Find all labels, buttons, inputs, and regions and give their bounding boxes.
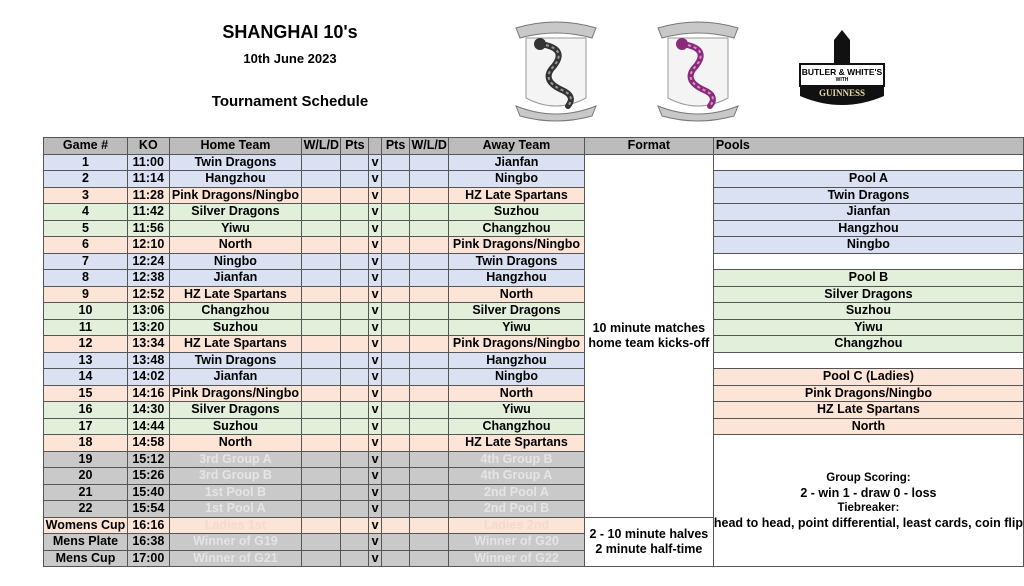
away-team: Pink Dragons/Ningbo bbox=[449, 336, 585, 353]
sponsor-name: BUTLER & WHITE'S bbox=[801, 67, 883, 77]
away-wld-cell bbox=[410, 154, 449, 171]
home-wld-cell bbox=[302, 187, 341, 204]
versus-label: v bbox=[369, 303, 381, 320]
home-pts-cell bbox=[341, 270, 369, 287]
table-row bbox=[44, 418, 1024, 435]
home-team: Ningbo bbox=[169, 253, 302, 270]
pool-team: HZ Late Spartans bbox=[713, 402, 1023, 419]
kick-off-time: 15:12 bbox=[127, 451, 169, 468]
kick-off-time: 12:24 bbox=[127, 253, 169, 270]
away-pts-cell bbox=[381, 204, 409, 221]
tiebreak-title: Tiebreaker: bbox=[837, 501, 900, 514]
game-number: 16 bbox=[44, 402, 128, 419]
col-home-wld: W/L/D bbox=[303, 138, 339, 153]
home-wld-cell bbox=[302, 550, 341, 567]
away-pts-cell bbox=[381, 451, 409, 468]
game-number: Womens Cup bbox=[44, 517, 128, 534]
table-row bbox=[44, 204, 1024, 221]
kick-off-time: 15:26 bbox=[127, 468, 169, 485]
away-pts-cell bbox=[381, 253, 409, 270]
home-team: Pink Dragons/Ningbo bbox=[169, 385, 302, 402]
away-team: Ladies 2nd bbox=[449, 517, 585, 534]
home-wld-cell bbox=[302, 154, 341, 171]
col-vs bbox=[369, 138, 381, 155]
kick-off-time: 14:30 bbox=[127, 402, 169, 419]
col-format: Format bbox=[584, 138, 713, 155]
pool-spacer bbox=[713, 154, 1023, 171]
away-pts-cell bbox=[381, 550, 409, 567]
home-wld-cell bbox=[302, 204, 341, 221]
home-team: 3rd Group A bbox=[169, 451, 302, 468]
home-team: North bbox=[169, 237, 302, 254]
away-wld-cell bbox=[410, 171, 449, 188]
home-wld-cell bbox=[302, 501, 341, 518]
versus-label: v bbox=[369, 484, 381, 501]
versus-label: v bbox=[369, 418, 381, 435]
game-number: 18 bbox=[44, 435, 128, 452]
away-team: Silver Dragons bbox=[449, 303, 585, 320]
home-wld-cell bbox=[302, 253, 341, 270]
home-team: Hangzhou bbox=[169, 171, 302, 188]
kick-off-time: 17:00 bbox=[127, 550, 169, 567]
versus-label: v bbox=[369, 402, 381, 419]
schedule-table bbox=[43, 137, 1024, 567]
kick-off-time: 15:40 bbox=[127, 484, 169, 501]
pink-dragon-logo bbox=[652, 14, 744, 122]
home-pts-cell bbox=[341, 517, 369, 534]
kick-off-time: 13:48 bbox=[127, 352, 169, 369]
away-wld-cell bbox=[410, 550, 449, 567]
versus-label: v bbox=[369, 468, 381, 485]
game-number: 11 bbox=[44, 319, 128, 336]
pool-team: Silver Dragons bbox=[713, 286, 1023, 303]
home-wld-cell bbox=[302, 237, 341, 254]
table-row bbox=[44, 369, 1024, 386]
pool-team: Suzhou bbox=[713, 303, 1023, 320]
col-home-team: Home Team bbox=[169, 138, 302, 155]
away-pts-cell bbox=[381, 501, 409, 518]
pool-team: Changzhou bbox=[713, 336, 1023, 353]
away-wld-cell bbox=[410, 352, 449, 369]
home-team: Twin Dragons bbox=[169, 352, 302, 369]
table-row bbox=[44, 385, 1024, 402]
home-wld-cell bbox=[302, 270, 341, 287]
kick-off-time: 16:16 bbox=[127, 517, 169, 534]
home-pts-cell bbox=[341, 484, 369, 501]
game-number: 2 bbox=[44, 171, 128, 188]
away-wld-cell bbox=[410, 468, 449, 485]
versus-label: v bbox=[369, 204, 381, 221]
home-team: 1st Pool A bbox=[169, 501, 302, 518]
home-team: Suzhou bbox=[169, 319, 302, 336]
game-number: 4 bbox=[44, 204, 128, 221]
home-team: Twin Dragons bbox=[169, 154, 302, 171]
away-team: HZ Late Spartans bbox=[449, 435, 585, 452]
away-pts-cell bbox=[381, 270, 409, 287]
versus-label: v bbox=[369, 319, 381, 336]
away-wld-cell bbox=[410, 369, 449, 386]
away-pts-cell bbox=[381, 517, 409, 534]
away-wld-cell bbox=[410, 385, 449, 402]
versus-label: v bbox=[369, 270, 381, 287]
versus-label: v bbox=[369, 501, 381, 518]
home-pts-cell bbox=[341, 468, 369, 485]
game-number: 9 bbox=[44, 286, 128, 303]
home-wld-cell bbox=[302, 435, 341, 452]
game-number: Mens Cup bbox=[44, 550, 128, 567]
away-pts-cell bbox=[381, 303, 409, 320]
kick-off-time: 14:44 bbox=[127, 418, 169, 435]
game-number: 1 bbox=[44, 154, 128, 171]
versus-label: v bbox=[369, 171, 381, 188]
away-wld-cell bbox=[410, 319, 449, 336]
page-title: SHANGHAI 10's bbox=[222, 22, 358, 42]
home-pts-cell bbox=[341, 402, 369, 419]
home-pts-cell bbox=[341, 204, 369, 221]
away-pts-cell bbox=[381, 220, 409, 237]
versus-label: v bbox=[369, 336, 381, 353]
away-pts-cell bbox=[381, 418, 409, 435]
versus-label: v bbox=[369, 435, 381, 452]
game-number: Mens Plate bbox=[44, 534, 128, 551]
table-row bbox=[44, 270, 1024, 287]
home-pts-cell bbox=[341, 286, 369, 303]
away-pts-cell bbox=[381, 187, 409, 204]
home-pts-cell bbox=[341, 220, 369, 237]
home-team: Pink Dragons/Ningbo bbox=[169, 187, 302, 204]
home-team: Yiwu bbox=[169, 220, 302, 237]
col-game: Game # bbox=[44, 138, 128, 155]
away-team: Yiwu bbox=[449, 319, 585, 336]
home-team: Jianfan bbox=[169, 369, 302, 386]
table-row bbox=[44, 171, 1024, 188]
home-wld-cell bbox=[302, 534, 341, 551]
away-team: Ningbo bbox=[449, 369, 585, 386]
game-number: 10 bbox=[44, 303, 128, 320]
home-wld-cell bbox=[302, 402, 341, 419]
sponsor-logo bbox=[792, 26, 892, 110]
scoring-title: Group Scoring: bbox=[826, 471, 911, 484]
versus-label: v bbox=[369, 187, 381, 204]
away-wld-cell bbox=[410, 270, 449, 287]
home-pts-cell bbox=[341, 352, 369, 369]
home-pts-cell bbox=[341, 253, 369, 270]
kick-off-time: 11:14 bbox=[127, 171, 169, 188]
away-team: Changzhou bbox=[449, 220, 585, 237]
away-wld-cell bbox=[410, 187, 449, 204]
table-row bbox=[44, 220, 1024, 237]
versus-label: v bbox=[369, 451, 381, 468]
away-wld-cell bbox=[410, 451, 449, 468]
table-row bbox=[44, 435, 1024, 452]
kick-off-time: 16:38 bbox=[127, 534, 169, 551]
versus-label: v bbox=[369, 517, 381, 534]
scoring-rule: 2 - win 1 - draw 0 - loss bbox=[800, 485, 937, 500]
away-pts-cell bbox=[381, 402, 409, 419]
away-pts-cell bbox=[381, 468, 409, 485]
game-number: 20 bbox=[44, 468, 128, 485]
table-row bbox=[44, 286, 1024, 303]
versus-label: v bbox=[369, 253, 381, 270]
away-wld-cell bbox=[410, 534, 449, 551]
pool-team: North bbox=[713, 418, 1023, 435]
away-wld-cell bbox=[410, 336, 449, 353]
game-number: 13 bbox=[44, 352, 128, 369]
kick-off-time: 11:42 bbox=[127, 204, 169, 221]
table-header-row bbox=[44, 138, 1024, 155]
home-pts-cell bbox=[341, 171, 369, 188]
kick-off-time: 12:10 bbox=[127, 237, 169, 254]
table-row bbox=[44, 402, 1024, 419]
kick-off-time: 14:58 bbox=[127, 435, 169, 452]
away-team: Suzhou bbox=[449, 204, 585, 221]
versus-label: v bbox=[369, 237, 381, 254]
table-row bbox=[44, 237, 1024, 254]
table-row bbox=[44, 187, 1024, 204]
home-team: North bbox=[169, 435, 302, 452]
silver-dragon-logo bbox=[510, 14, 602, 122]
col-away-pts: Pts bbox=[381, 138, 409, 155]
away-pts-cell bbox=[381, 385, 409, 402]
col-pools: Pools bbox=[713, 138, 1023, 155]
away-pts-cell bbox=[381, 237, 409, 254]
away-pts-cell bbox=[381, 286, 409, 303]
home-pts-cell bbox=[341, 237, 369, 254]
away-pts-cell bbox=[381, 171, 409, 188]
home-pts-cell bbox=[341, 369, 369, 386]
versus-label: v bbox=[369, 385, 381, 402]
versus-label: v bbox=[369, 154, 381, 171]
pool-team: Jianfan bbox=[713, 204, 1023, 221]
away-wld-cell bbox=[410, 286, 449, 303]
home-wld-cell bbox=[302, 303, 341, 320]
home-team: Changzhou bbox=[169, 303, 302, 320]
col-away-wld: W/L/D bbox=[411, 138, 447, 153]
sponsor-with: WITH bbox=[835, 77, 849, 83]
home-pts-cell bbox=[341, 154, 369, 171]
home-team: Silver Dragons bbox=[169, 402, 302, 419]
home-pts-cell bbox=[341, 501, 369, 518]
home-wld-cell bbox=[302, 468, 341, 485]
home-pts-cell bbox=[341, 187, 369, 204]
pool-team: Hangzhou bbox=[713, 220, 1023, 237]
home-team: Winner of G19 bbox=[169, 534, 302, 551]
kick-off-time: 15:54 bbox=[127, 501, 169, 518]
home-wld-cell bbox=[302, 484, 341, 501]
versus-label: v bbox=[369, 534, 381, 551]
tiebreak-rule: head to head, point differential, least cards, coin flip bbox=[713, 515, 1023, 530]
versus-label: v bbox=[369, 550, 381, 567]
game-number: 6 bbox=[44, 237, 128, 254]
away-team: North bbox=[449, 286, 585, 303]
versus-label: v bbox=[369, 286, 381, 303]
home-team: HZ Late Spartans bbox=[169, 286, 302, 303]
home-wld-cell bbox=[302, 319, 341, 336]
away-team: Winner of G22 bbox=[449, 550, 585, 567]
kick-off-time: 11:00 bbox=[127, 154, 169, 171]
away-team: Ningbo bbox=[449, 171, 585, 188]
away-pts-cell bbox=[381, 154, 409, 171]
away-pts-cell bbox=[381, 435, 409, 452]
table-row bbox=[44, 303, 1024, 320]
home-team: Suzhou bbox=[169, 418, 302, 435]
away-wld-cell bbox=[410, 253, 449, 270]
game-number: 3 bbox=[44, 187, 128, 204]
kick-off-time: 12:52 bbox=[127, 286, 169, 303]
pool-format-line2: home team kicks-off bbox=[588, 335, 710, 350]
kick-off-time: 13:06 bbox=[127, 303, 169, 320]
final-format-line1: 2 - 10 minute halves bbox=[589, 526, 709, 541]
col-ko: KO bbox=[127, 138, 169, 155]
kick-off-time: 13:34 bbox=[127, 336, 169, 353]
pool-spacer bbox=[713, 253, 1023, 270]
final-format-line2: 2 minute half-time bbox=[595, 541, 703, 556]
away-team: 2nd Pool B bbox=[449, 501, 585, 518]
table-row bbox=[44, 253, 1024, 270]
away-team: Pink Dragons/Ningbo bbox=[449, 237, 585, 254]
home-team: Jianfan bbox=[169, 270, 302, 287]
away-team: HZ Late Spartans bbox=[449, 187, 585, 204]
schedule-subtitle: Tournament Schedule bbox=[211, 93, 369, 110]
away-wld-cell bbox=[410, 517, 449, 534]
away-team: Jianfan bbox=[449, 154, 585, 171]
away-pts-cell bbox=[381, 484, 409, 501]
home-team: Ladies 1st bbox=[169, 517, 302, 534]
away-team: Hangzhou bbox=[449, 270, 585, 287]
versus-label: v bbox=[369, 352, 381, 369]
home-team: 1st Pool B bbox=[169, 484, 302, 501]
away-wld-cell bbox=[410, 303, 449, 320]
home-pts-cell bbox=[341, 336, 369, 353]
home-team: Silver Dragons bbox=[169, 204, 302, 221]
pool-format-note bbox=[584, 154, 713, 517]
pool-team: Ningbo bbox=[713, 237, 1023, 254]
pool-team: Yiwu bbox=[713, 319, 1023, 336]
pool-team: Pink Dragons/Ningbo bbox=[713, 385, 1023, 402]
away-wld-cell bbox=[410, 501, 449, 518]
home-wld-cell bbox=[302, 336, 341, 353]
home-team: 3rd Group B bbox=[169, 468, 302, 485]
away-pts-cell bbox=[381, 319, 409, 336]
game-number: 15 bbox=[44, 385, 128, 402]
home-pts-cell bbox=[341, 319, 369, 336]
game-number: 7 bbox=[44, 253, 128, 270]
pool-title: Pool A bbox=[713, 171, 1023, 188]
kick-off-time: 14:02 bbox=[127, 369, 169, 386]
final-format-note bbox=[584, 517, 713, 567]
home-wld-cell bbox=[302, 171, 341, 188]
home-pts-cell bbox=[341, 451, 369, 468]
kick-off-time: 11:28 bbox=[127, 187, 169, 204]
game-number: 17 bbox=[44, 418, 128, 435]
scoring-notes bbox=[713, 435, 1023, 567]
game-number: 8 bbox=[44, 270, 128, 287]
game-number: 19 bbox=[44, 451, 128, 468]
home-wld-cell bbox=[302, 352, 341, 369]
home-pts-cell bbox=[341, 303, 369, 320]
home-pts-cell bbox=[341, 418, 369, 435]
away-team: 4th Group A bbox=[449, 468, 585, 485]
away-wld-cell bbox=[410, 418, 449, 435]
game-number: 21 bbox=[44, 484, 128, 501]
table-row bbox=[44, 154, 1024, 171]
home-pts-cell bbox=[341, 534, 369, 551]
sponsor-guinness: GUINNESS bbox=[818, 88, 865, 98]
kick-off-time: 11:56 bbox=[127, 220, 169, 237]
away-team: Yiwu bbox=[449, 402, 585, 419]
away-wld-cell bbox=[410, 484, 449, 501]
event-date: 10th June 2023 bbox=[243, 51, 337, 66]
away-wld-cell bbox=[410, 237, 449, 254]
away-team: Twin Dragons bbox=[449, 253, 585, 270]
away-team: North bbox=[449, 385, 585, 402]
pool-spacer bbox=[713, 352, 1023, 369]
versus-label: v bbox=[369, 220, 381, 237]
away-team: Winner of G20 bbox=[449, 534, 585, 551]
col-away-team: Away Team bbox=[449, 138, 585, 155]
home-wld-cell bbox=[302, 517, 341, 534]
away-wld-cell bbox=[410, 402, 449, 419]
game-number: 14 bbox=[44, 369, 128, 386]
home-pts-cell bbox=[341, 550, 369, 567]
away-pts-cell bbox=[381, 336, 409, 353]
away-wld-cell bbox=[410, 204, 449, 221]
home-wld-cell bbox=[302, 418, 341, 435]
home-pts-cell bbox=[341, 385, 369, 402]
home-wld-cell bbox=[302, 451, 341, 468]
away-wld-cell bbox=[410, 220, 449, 237]
home-wld-cell bbox=[302, 220, 341, 237]
pool-title: Pool C (Ladies) bbox=[713, 369, 1023, 386]
away-team: Hangzhou bbox=[449, 352, 585, 369]
col-home-pts: Pts bbox=[341, 138, 369, 155]
kick-off-time: 13:20 bbox=[127, 319, 169, 336]
home-wld-cell bbox=[302, 286, 341, 303]
away-team: Changzhou bbox=[449, 418, 585, 435]
away-pts-cell bbox=[381, 369, 409, 386]
game-number: 12 bbox=[44, 336, 128, 353]
away-wld-cell bbox=[410, 435, 449, 452]
away-team: 4th Group B bbox=[449, 451, 585, 468]
home-pts-cell bbox=[341, 435, 369, 452]
table-row bbox=[44, 336, 1024, 353]
home-team: HZ Late Spartans bbox=[169, 336, 302, 353]
table-row bbox=[44, 352, 1024, 369]
game-number: 5 bbox=[44, 220, 128, 237]
kick-off-time: 12:38 bbox=[127, 270, 169, 287]
home-wld-cell bbox=[302, 385, 341, 402]
home-team: Winner of G21 bbox=[169, 550, 302, 567]
home-wld-cell bbox=[302, 369, 341, 386]
game-number: 22 bbox=[44, 501, 128, 518]
away-pts-cell bbox=[381, 352, 409, 369]
pool-title: Pool B bbox=[713, 270, 1023, 287]
away-team: 2nd Pool A bbox=[449, 484, 585, 501]
away-pts-cell bbox=[381, 534, 409, 551]
pool-team: Twin Dragons bbox=[713, 187, 1023, 204]
versus-label: v bbox=[369, 369, 381, 386]
pool-format-line1: 10 minute matches bbox=[592, 320, 706, 335]
kick-off-time: 14:16 bbox=[127, 385, 169, 402]
table-row bbox=[44, 319, 1024, 336]
